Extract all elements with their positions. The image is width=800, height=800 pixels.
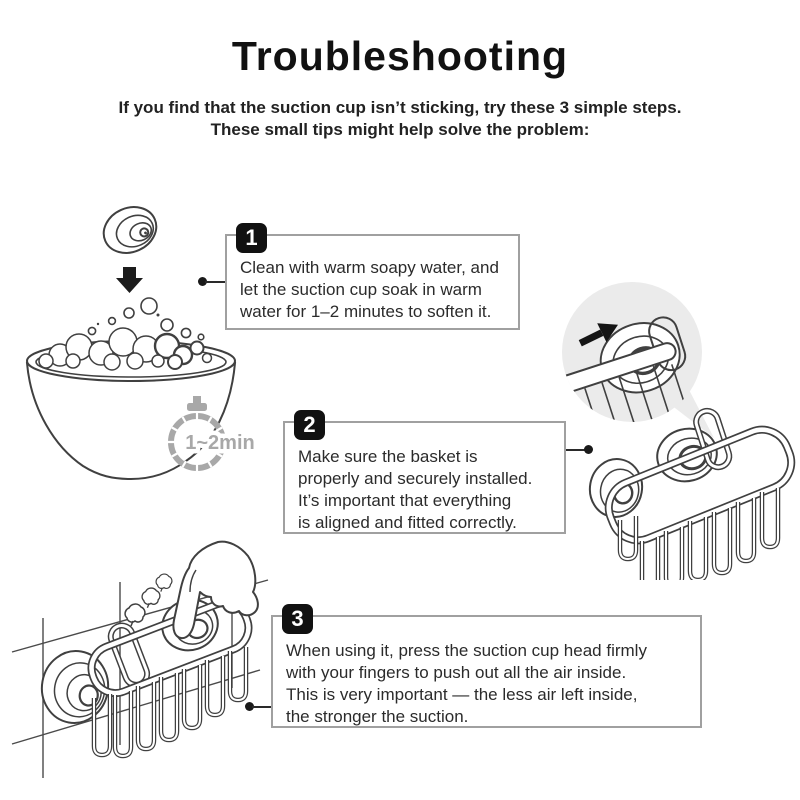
step-text-line: with your fingers to push out all the air inside. [286, 663, 627, 682]
step-text-line: This is very important — the less air left inside, [286, 685, 638, 704]
soak-illustration [15, 185, 265, 485]
step-2-connector-dot [584, 445, 593, 454]
step-text-line: Make sure the basket is [298, 447, 478, 466]
basket-icon [585, 408, 799, 580]
basket-wires [94, 647, 246, 756]
step-text-line: Clean with warm soapy water, and [240, 258, 499, 277]
subtitle-line-2: These small tips might help solve the problem: [210, 120, 590, 139]
step-text-line: is aligned and fitted correctly. [298, 513, 517, 532]
step-3-text [286, 640, 647, 728]
install-illustration [550, 280, 800, 580]
step-text-line: properly and securely installed. [298, 469, 533, 488]
suction-cup-icon [96, 199, 163, 261]
step-1-connector-line [205, 281, 225, 283]
subtitle-line-1: If you find that the suction cup isn’t sticking, try these 3 simple steps. [118, 98, 682, 117]
basket-icon [85, 596, 255, 756]
timer-label: 1~2min [185, 432, 255, 454]
step-text-line: water for 1–2 minutes to soften it. [240, 302, 492, 321]
page-subtitle [0, 97, 800, 141]
press-illustration [10, 540, 270, 800]
step-text-line: When using it, press the suction cup head firmly [286, 641, 647, 660]
step-3-connector-line [252, 706, 271, 708]
step-1-number-badge: 1 [236, 223, 267, 253]
step-2-text [298, 446, 532, 534]
step-3-number-badge: 3 [282, 604, 313, 634]
step-2-number-badge: 2 [294, 410, 325, 440]
basket-wires [620, 488, 778, 580]
step-2-box [283, 412, 566, 534]
page-title: Troubleshooting [231, 33, 569, 79]
step-1-box [225, 225, 520, 330]
down-arrow-icon [116, 267, 143, 293]
step-text-line: It’s important that everything [298, 491, 512, 510]
step-2-connector-line [566, 449, 586, 451]
step-1-text [240, 257, 499, 323]
step-text-line: let the suction cup soak in warm [240, 280, 482, 299]
bubbles [75, 298, 204, 340]
step-3-box [271, 606, 702, 728]
step-text-line: the stronger the suction. [286, 707, 469, 726]
